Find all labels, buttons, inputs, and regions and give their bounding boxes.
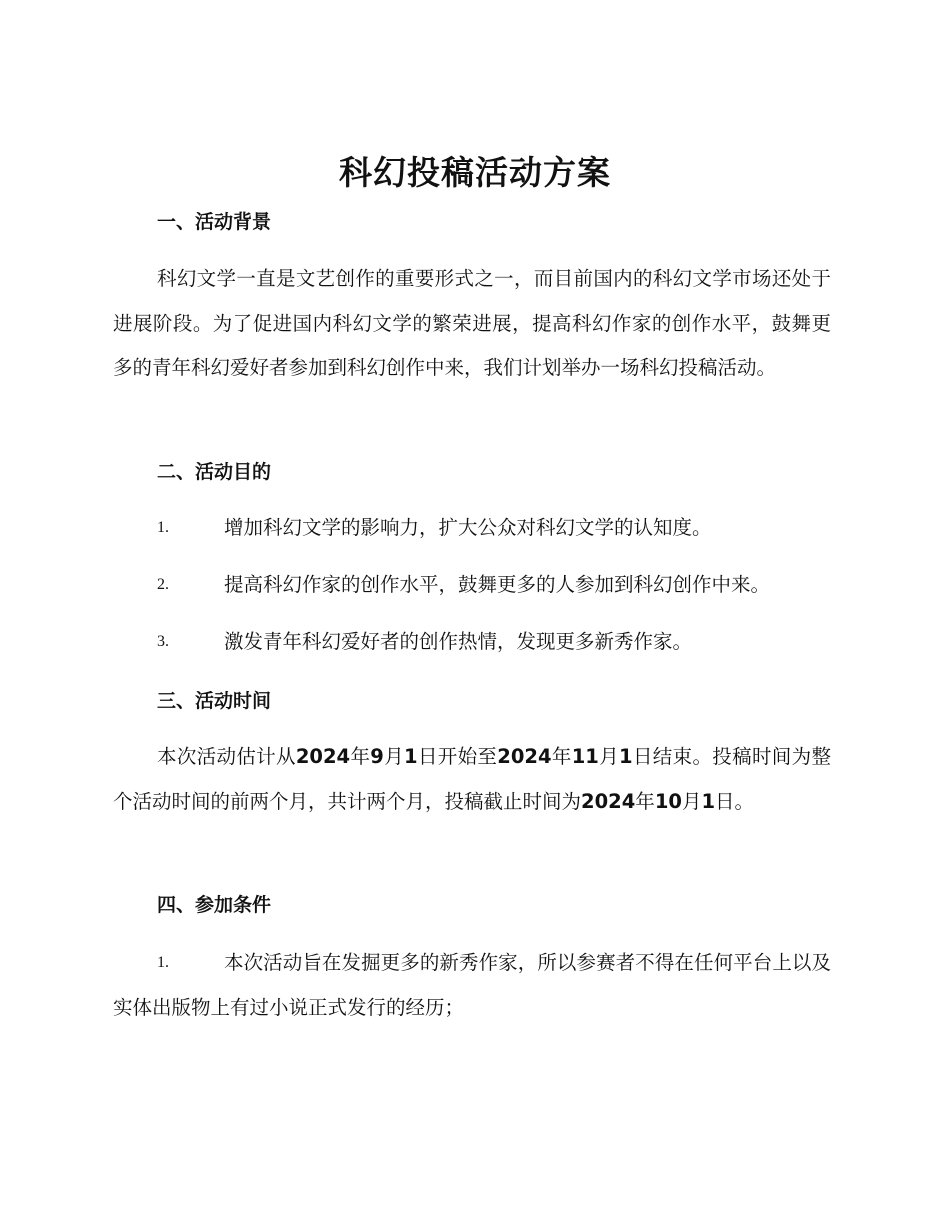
- time-text: 年: [350, 745, 371, 768]
- time-text: 日结束。投稿时间为整个活动时间的前两个月，共计两个月，投稿截止时间为: [113, 745, 831, 813]
- list-item-text: 提高科幻作家的创作水平，鼓舞更多的人参加到科幻创作中来。: [224, 573, 771, 596]
- time-text: 日开始至: [417, 745, 498, 768]
- time-number: 9: [370, 745, 384, 768]
- time-text: 日。: [715, 789, 755, 813]
- list-item: [113, 941, 831, 1030]
- list-marker: 2.: [157, 576, 169, 593]
- time-number: 1: [701, 789, 716, 813]
- time-text: 月: [598, 745, 620, 768]
- list-marker: 3.: [157, 633, 169, 650]
- document-title: 科幻投稿活动方案: [339, 153, 611, 192]
- time-number: 10: [654, 789, 682, 813]
- time-number: 1: [619, 745, 633, 768]
- time-paragraph: [113, 735, 831, 824]
- list-item-text: 增加科幻文学的影响力，扩大公众对科幻文学的认知度。: [224, 516, 712, 539]
- section-heading-time: 三、活动时间: [157, 690, 272, 712]
- section-heading-conditions: 四、参加条件: [157, 894, 272, 916]
- list-marker: 1.: [157, 519, 169, 536]
- time-number: 2024: [497, 745, 552, 768]
- section-heading-background: 一、活动背景: [157, 211, 272, 233]
- list-marker: 1.: [157, 954, 169, 971]
- background-paragraph: 科幻文学一直是文艺创作的重要形式之一，而目前国内的科幻文学市场还处于进展阶段。为了促进国内科幻文学的繁荣进展，提高科幻作家的创作水平，鼓舞更多的青年科幻爱好者参加到科幻创作中来，我们计划举办一场科幻投稿活动。: [113, 267, 831, 379]
- time-text: 年: [551, 745, 572, 768]
- section-heading-purpose: 二、活动目的: [157, 461, 272, 483]
- time-number: 2024: [581, 789, 636, 813]
- time-text: 年: [635, 789, 655, 813]
- list-item-text: 激发青年科幻爱好者的创作热情，发现更多新秀作家。: [224, 630, 693, 653]
- time-number: 2024: [295, 745, 351, 768]
- time-text: 本次活动估计从: [157, 745, 296, 768]
- time-number: 11: [571, 745, 599, 768]
- time-text: 月: [383, 745, 405, 768]
- time-number: 1: [404, 745, 418, 768]
- list-item-text: 本次活动旨在发掘更多的新秀作家，所以参赛者不得在任何平台上以及实体出版物上有过小说正式发行的经历；: [113, 951, 831, 1019]
- time-text: 月: [681, 789, 702, 813]
